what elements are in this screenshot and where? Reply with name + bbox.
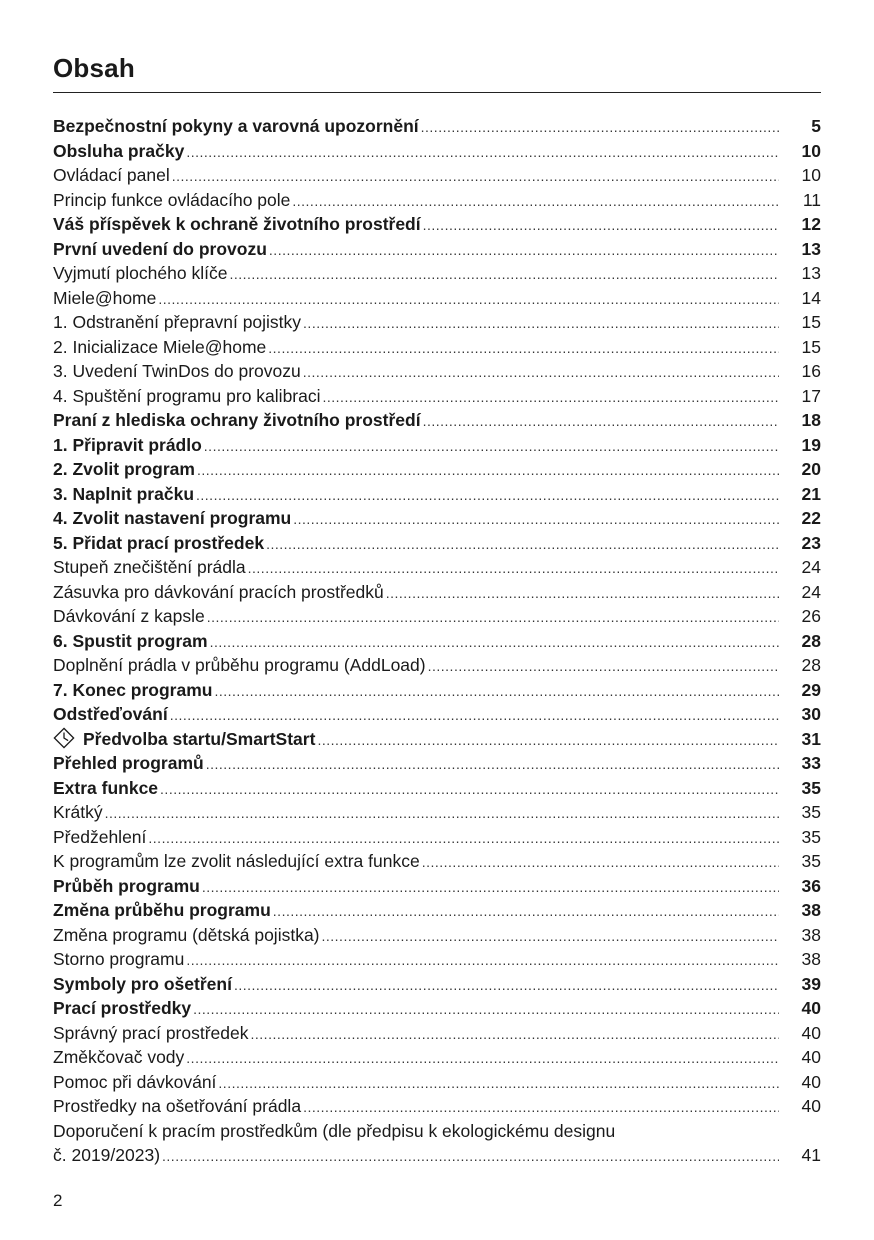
toc-entry-page: 15 (801, 336, 821, 357)
dot-leader (303, 359, 779, 385)
toc-entry-label (53, 114, 419, 139)
toc-entry-page: 23 (801, 532, 821, 553)
dot-leader (303, 1094, 779, 1120)
toc-entry-label (53, 482, 194, 507)
toc-entry-label (53, 310, 301, 335)
table-of-contents (53, 114, 821, 1168)
toc-entry-text: Bezpečnostní pokyny a varovná upozornění (53, 116, 419, 136)
toc-entry-page: 17 (801, 385, 821, 406)
start-delay-icon (53, 727, 75, 749)
dot-leader (207, 604, 779, 630)
toc-entry[interactable] (53, 408, 821, 433)
toc-entry[interactable] (53, 506, 821, 531)
toc-entry-label (53, 678, 212, 703)
toc-entry-page: 10 (801, 165, 821, 185)
toc-entry-text: 5. Přidat prací prostředek (53, 532, 265, 553)
dot-leader (196, 482, 779, 508)
dot-leader (170, 702, 779, 728)
toc-entry[interactable] (53, 114, 821, 139)
toc-entry-page: 13 (801, 238, 821, 259)
toc-entry-text: 6. Spustit program (53, 630, 208, 651)
toc-entry-text: Praní z hlediska ochrany životního prostředí (53, 410, 421, 430)
toc-entry-label (53, 212, 421, 237)
dot-leader (273, 898, 779, 924)
toc-entry[interactable] (53, 212, 821, 237)
toc-entry[interactable] (53, 653, 821, 678)
toc-entry[interactable] (53, 825, 821, 850)
dot-leader (186, 1045, 779, 1071)
toc-entry-page: 36 (801, 875, 821, 896)
toc-entry-text: Doplnění prádla v průběhu programu (AddLoad) (53, 655, 426, 675)
dot-leader (158, 286, 779, 312)
dot-leader (323, 384, 780, 410)
toc-entry[interactable] (53, 1070, 821, 1095)
toc-entry-page: 33 (801, 753, 821, 773)
toc-entry[interactable] (53, 776, 821, 801)
toc-entry-label (53, 506, 291, 531)
toc-entry-page: 38 (801, 900, 821, 920)
toc-entry-page: 29 (801, 679, 821, 700)
dot-leader (317, 727, 779, 753)
dot-leader (248, 555, 779, 581)
dot-leader (206, 751, 779, 777)
toc-entry-text: Zásuvka pro dávkování pracích prostředků (53, 581, 384, 602)
toc-entry[interactable] (53, 678, 821, 703)
toc-entry-page: 20 (801, 459, 821, 479)
toc-entry-label (53, 800, 103, 825)
toc-entry-label (53, 996, 191, 1021)
toc-entry-page: 35 (801, 851, 821, 871)
toc-entry-text: Předvolba startu/SmartStart (83, 728, 316, 749)
toc-entry-label (53, 604, 205, 629)
toc-entry-text: K programům lze zvolit následující extra funkce (53, 851, 420, 871)
dot-leader (303, 310, 779, 336)
toc-entry[interactable] (53, 604, 821, 629)
toc-entry-label (53, 163, 170, 188)
toc-entry-page: 10 (801, 140, 821, 161)
toc-entry[interactable] (53, 1119, 821, 1168)
dot-leader (423, 408, 779, 434)
toc-entry-text: 3. Naplnit pračku (53, 483, 195, 504)
toc-entry-label (53, 923, 320, 948)
toc-entry-text: 2. Zvolit program (53, 459, 195, 479)
toc-entry-page: 35 (801, 826, 821, 847)
toc-entry-page: 31 (801, 728, 821, 749)
toc-entry-label (53, 751, 204, 776)
toc-entry[interactable] (53, 874, 821, 899)
dot-leader (251, 1021, 779, 1047)
toc-entry-label (53, 384, 321, 409)
dot-leader (160, 776, 779, 802)
toc-entry-label-line2: č. 2019/2023) (53, 1145, 161, 1165)
toc-entry-text: Prostředky na ošetřování prádla (53, 1096, 302, 1116)
toc-entry-page: 26 (801, 606, 821, 626)
toc-entry-label (53, 457, 195, 482)
toc-entry-page: 28 (801, 630, 821, 651)
toc-entry[interactable] (53, 1094, 821, 1119)
toc-entry-label (53, 727, 315, 752)
dot-leader (148, 825, 779, 851)
toc-entry[interactable] (53, 335, 821, 360)
toc-entry[interactable] (53, 531, 821, 556)
toc-entry[interactable] (53, 1021, 821, 1046)
toc-entry-page: 11 (802, 189, 821, 210)
toc-entry[interactable] (53, 433, 821, 458)
toc-entry-label (53, 1021, 249, 1046)
toc-entry-page: 40 (801, 1022, 821, 1043)
toc-entry-page: 12 (801, 214, 821, 234)
dot-leader (186, 947, 779, 973)
dot-leader (421, 114, 779, 140)
dot-leader (386, 580, 779, 606)
toc-entry-text: Obsluha pračky (53, 140, 185, 161)
toc-entry-label (53, 237, 267, 262)
toc-entry-page: 5 (811, 116, 821, 136)
dot-leader (105, 800, 779, 826)
toc-entry-label (53, 188, 290, 213)
dot-leader (322, 923, 780, 949)
toc-entry-page: 35 (801, 802, 821, 822)
toc-entry[interactable] (53, 751, 821, 776)
toc-entry-page: 19 (801, 434, 821, 455)
title-divider (53, 92, 821, 93)
toc-entry-label (53, 408, 421, 433)
toc-entry-text: Vyjmutí plochého klíče (53, 263, 228, 283)
toc-entry-text: 4. Zvolit nastavení programu (53, 508, 292, 528)
toc-entry-text: První uvedení do provozu (53, 238, 267, 259)
toc-entry-label (53, 359, 301, 384)
toc-entry-page: 30 (801, 704, 821, 724)
toc-entry[interactable] (53, 972, 821, 997)
dot-leader (218, 1070, 779, 1096)
toc-entry[interactable] (53, 555, 821, 580)
toc-entry-text: Stupeň znečištění prádla (53, 557, 246, 577)
dot-leader (204, 433, 779, 459)
toc-entry-page: 28 (801, 655, 821, 675)
toc-entry-page: 38 (801, 924, 821, 945)
toc-entry-text: Dávkování z kapsle (53, 606, 205, 626)
toc-entry-text: Správný prací prostředek (53, 1022, 249, 1043)
toc-entry-label (53, 947, 184, 972)
dot-leader (268, 335, 779, 361)
dot-leader (197, 457, 779, 483)
toc-entry[interactable] (53, 359, 821, 384)
toc-entry-page: 41 (801, 1145, 821, 1165)
toc-entry-label (53, 1070, 216, 1095)
toc-entry[interactable] (53, 163, 821, 188)
page-title: Obsah (53, 53, 135, 83)
toc-entry-text: Váš příspěvek k ochraně životního prostředí (53, 214, 421, 234)
toc-entry-text: Symboly pro ošetření (53, 973, 232, 994)
toc-entry-text: Pomoc při dávkování (53, 1071, 217, 1092)
toc-entry-text: 1. Odstranění přepravní pojistky (53, 312, 302, 332)
toc-entry[interactable] (53, 188, 821, 213)
toc-entry-text: Ovládací panel (53, 165, 170, 185)
toc-entry-text: Přehled programů (53, 753, 204, 773)
toc-entry-page: 21 (801, 483, 821, 504)
toc-entry-text: Předžehlení (53, 826, 147, 847)
toc-entry[interactable] (53, 580, 821, 605)
dot-leader (202, 874, 779, 900)
toc-entry[interactable] (53, 261, 821, 286)
toc-entry[interactable] (53, 384, 821, 409)
toc-entry-text: Miele@home (53, 287, 157, 308)
toc-entry-page: 13 (801, 263, 821, 283)
toc-entry-page: 40 (801, 1071, 821, 1092)
toc-entry-label (53, 433, 202, 458)
toc-entry-label (53, 898, 271, 923)
toc-entry-label-line1: Doporučení k pracím prostředkům (dle předpisu k ekologickému designu (53, 1120, 616, 1141)
toc-entry-text: 1. Připravit prádlo (53, 434, 202, 455)
page-number: 2 (53, 1191, 63, 1210)
toc-entry-text: 2. Inicializace Miele@home (53, 336, 267, 357)
toc-entry[interactable] (53, 457, 821, 482)
toc-entry[interactable] (53, 1045, 821, 1070)
dot-leader (210, 629, 779, 655)
toc-entry[interactable] (53, 800, 821, 825)
toc-entry[interactable] (53, 237, 821, 262)
dot-leader (269, 237, 779, 263)
dot-leader (186, 139, 779, 165)
toc-entry-label (53, 702, 168, 727)
dot-leader (229, 261, 779, 287)
dot-leader (214, 678, 779, 704)
toc-entry-text: Změkčovač vody (53, 1047, 185, 1067)
toc-entry-text: Prací prostředky (53, 998, 192, 1018)
toc-entry-page: 38 (801, 949, 821, 969)
dot-leader (422, 849, 779, 875)
dot-leader (162, 1143, 779, 1169)
toc-entry-label (53, 972, 232, 997)
toc-entry-label (53, 825, 146, 850)
dot-leader (266, 531, 779, 557)
toc-entry-page: 14 (801, 287, 821, 308)
toc-entry-label (53, 629, 208, 654)
toc-entry-page: 22 (801, 508, 821, 528)
dot-leader (293, 506, 779, 532)
toc-entry-page: 15 (801, 312, 821, 332)
toc-entry-text: 7. Konec programu (53, 679, 213, 700)
toc-entry-page: 35 (801, 777, 821, 798)
toc-entry-page: 24 (801, 581, 821, 602)
toc-entry[interactable] (53, 849, 821, 874)
toc-entry-label (53, 335, 266, 360)
toc-entry[interactable] (53, 286, 821, 311)
toc-entry-text: Průběh programu (53, 875, 200, 896)
dot-leader (234, 972, 779, 998)
toc-entry-text: Princip funkce ovládacího pole (53, 189, 291, 210)
toc-entry-text: Extra funkce (53, 777, 159, 798)
toc-entry[interactable] (53, 629, 821, 654)
toc-entry[interactable] (53, 482, 821, 507)
toc-entry-text: Změna průběhu programu (53, 900, 271, 920)
toc-entry-page: 18 (801, 410, 821, 430)
toc-entry-text: Odstřeďování (53, 704, 168, 724)
toc-entry-page: 40 (801, 998, 821, 1018)
toc-entry-label (53, 261, 227, 286)
toc-entry-page: 40 (801, 1047, 821, 1067)
toc-entry[interactable] (53, 923, 821, 948)
toc-entry-label (53, 580, 384, 605)
toc-entry-label (53, 555, 246, 580)
dot-leader (172, 163, 779, 189)
toc-entry-label (53, 874, 200, 899)
toc-entry-text: 4. Spuštění programu pro kalibraci (53, 385, 321, 406)
dot-leader (292, 188, 779, 214)
toc-entry-page: 24 (801, 557, 821, 577)
toc-entry-label (53, 531, 264, 556)
toc-entry[interactable] (53, 310, 821, 335)
toc-entry-page: 39 (801, 973, 821, 994)
toc-entry[interactable] (53, 139, 821, 164)
toc-entry[interactable] (53, 898, 821, 923)
toc-entry-text: 3. Uvedení TwinDos do provozu (53, 361, 301, 381)
dot-leader (193, 996, 779, 1022)
toc-entry-label (53, 139, 184, 164)
toc-entry-page: 16 (801, 361, 821, 381)
toc-entry-label (53, 1094, 301, 1119)
toc-entry-text: Krátký (53, 802, 103, 822)
toc-entry-text: Storno programu (53, 949, 185, 969)
dot-leader (423, 212, 779, 238)
toc-entry-label (53, 1045, 184, 1070)
toc-entry[interactable] (53, 702, 821, 727)
toc-entry-label (53, 776, 158, 801)
toc-entry-label (53, 849, 420, 874)
toc-entry[interactable] (53, 947, 821, 972)
toc-entry-text: Změna programu (dětská pojistka) (53, 924, 320, 945)
toc-entry-label (53, 653, 426, 678)
dot-leader (428, 653, 779, 679)
toc-entry[interactable] (53, 996, 821, 1021)
toc-entry-label (53, 286, 156, 311)
toc-entry[interactable] (53, 727, 821, 752)
toc-entry-page: 40 (801, 1096, 821, 1116)
